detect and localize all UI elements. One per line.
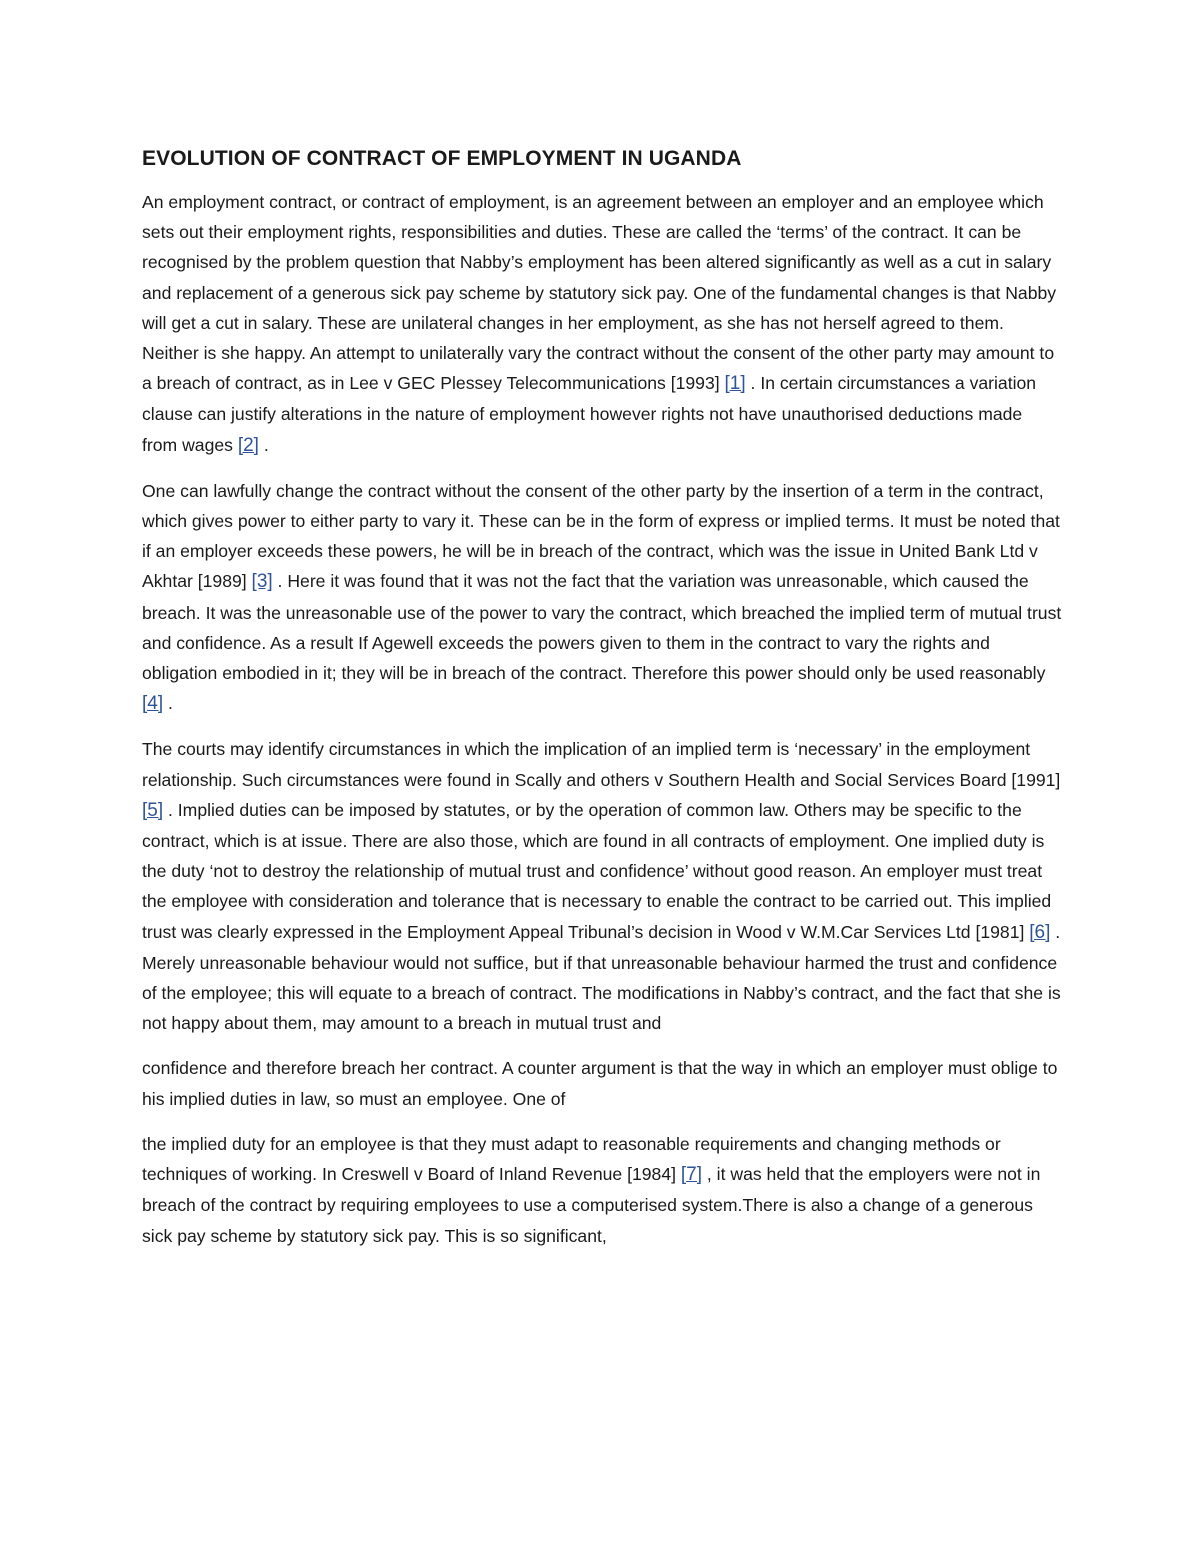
paragraph-text: . In certain circumstances a variation clause can justify alterations in the nature of employment however rights not have unauthorised deductions made from wages [142, 373, 1037, 455]
paragraph-text: the implied duty for an employee is that they must adapt to reasonable requirements and changing methods or techniques of working. In Creswell v Board of Inland Revenue [1984] [142, 1133, 1001, 1185]
paragraph-text: . Implied duties can be imposed by statutes, or by the operation of common law. Others may be specific to the contract, which is at issue. There are also those, which are found in all contracts of employment. One implied duty is the duty ‘not to destroy the relationship of mutual trust and confidence’ without good reason. An employer must treat the employee with consideration and tolerance that is necessary to enable the contract to be carried out. This implied trust was clearly expressed in the Employment Appeal Tribunal’s decision in Wood v W.M.Car Services Ltd [1981] [142, 799, 1052, 942]
paragraph [142, 187, 1062, 461]
paragraph-text: An employment contract, or contract of employment, is an agreement between an employer and an employee which sets out their employment rights, responsibilities and duties. These are called the ‘terms’ of the contract. It can be recognised by the problem question that Nabby’s employment has been altered significantly as well as a cut in salary and replacement of a generous sick pay scheme by statutory sick pay. One of the fundamental changes is that Nabby will get a cut in salary. These are unilateral changes in her employment, as she has not herself agreed to them. Neither is she happy. An attempt to unilaterally vary the contract without the consent of the other party may amount to a breach of contract, as in Lee v GEC Plessey Telecommunications [1993] [142, 192, 1057, 394]
paragraph-text: . Here it was found that it was not the fact that the variation was unreasonable, which caused the breach. It was the unreasonable use of the power to vary the contract, which breached the implied term of mutual trust and confidence. As a result If Agewell exceeds the powers given to them in the contract to vary the rights and obligation embodied in it; they will be in breach of the contract. Therefore this power should only be used reasonably [142, 571, 1062, 684]
paragraph-text: . [163, 693, 173, 714]
paragraph [142, 1129, 1062, 1251]
paragraph-text: . [258, 434, 269, 455]
footnote-reference-link[interactable]: [2] [237, 434, 259, 456]
paragraph-text: The courts may identify circumstances in which the implication of an implied term is ‘necessary’ in the employment relationship. Such circumstances were found in Scally and others v Southern Health and Social Services Board [1991] [142, 739, 1061, 790]
paragraph-text: . Merely unreasonable behaviour would not suffice, but if that unreasonable behaviour harmed the trust and confidence of the employee; this will equate to a breach of contract. The modifications in Nabby’s contract, and the fact that she is not happy about them, may amount to a breach in mutual trust and [142, 921, 1061, 1034]
paragraph-text: confidence and therefore breach her contract. A counter argument is that the way in which an employer must oblige to his implied duties in law, so must an employee. One of [142, 1058, 1058, 1109]
footnote-reference-link[interactable]: [7] [680, 1164, 703, 1186]
document-title: EVOLUTION OF CONTRACT OF EMPLOYMENT IN UGANDA [142, 147, 742, 170]
paragraph [142, 1053, 1062, 1113]
footnote-reference-link[interactable]: [4] [142, 693, 164, 715]
footnote-reference-link[interactable]: [3] [251, 571, 273, 593]
paragraph [142, 476, 1062, 720]
paragraph-text: One can lawfully change the contract without the consent of the other party by the insertion of a term in the contract, which gives power to either party to vary it. These can be in the form of express or implied terms. It must be noted that if an employer exceeds these powers, he will be in breach of the contract, which was the issue in United Bank Ltd v Akhtar [1989] [142, 480, 1060, 592]
footnote-reference-link[interactable]: [5] [142, 799, 164, 821]
paragraph [142, 734, 1062, 1038]
footnote-reference-link[interactable]: [1] [724, 373, 746, 395]
document-body [142, 187, 1062, 1251]
document-page [142, 143, 1062, 1266]
footnote-reference-link[interactable]: [6] [1029, 921, 1051, 943]
paragraph-text: , it was held that the employers were not in breach of the contract by requiring employees to use a computerised system.There is also a change of a generous sick pay scheme by statutory sick pay. This is so significant, [142, 1164, 1041, 1246]
